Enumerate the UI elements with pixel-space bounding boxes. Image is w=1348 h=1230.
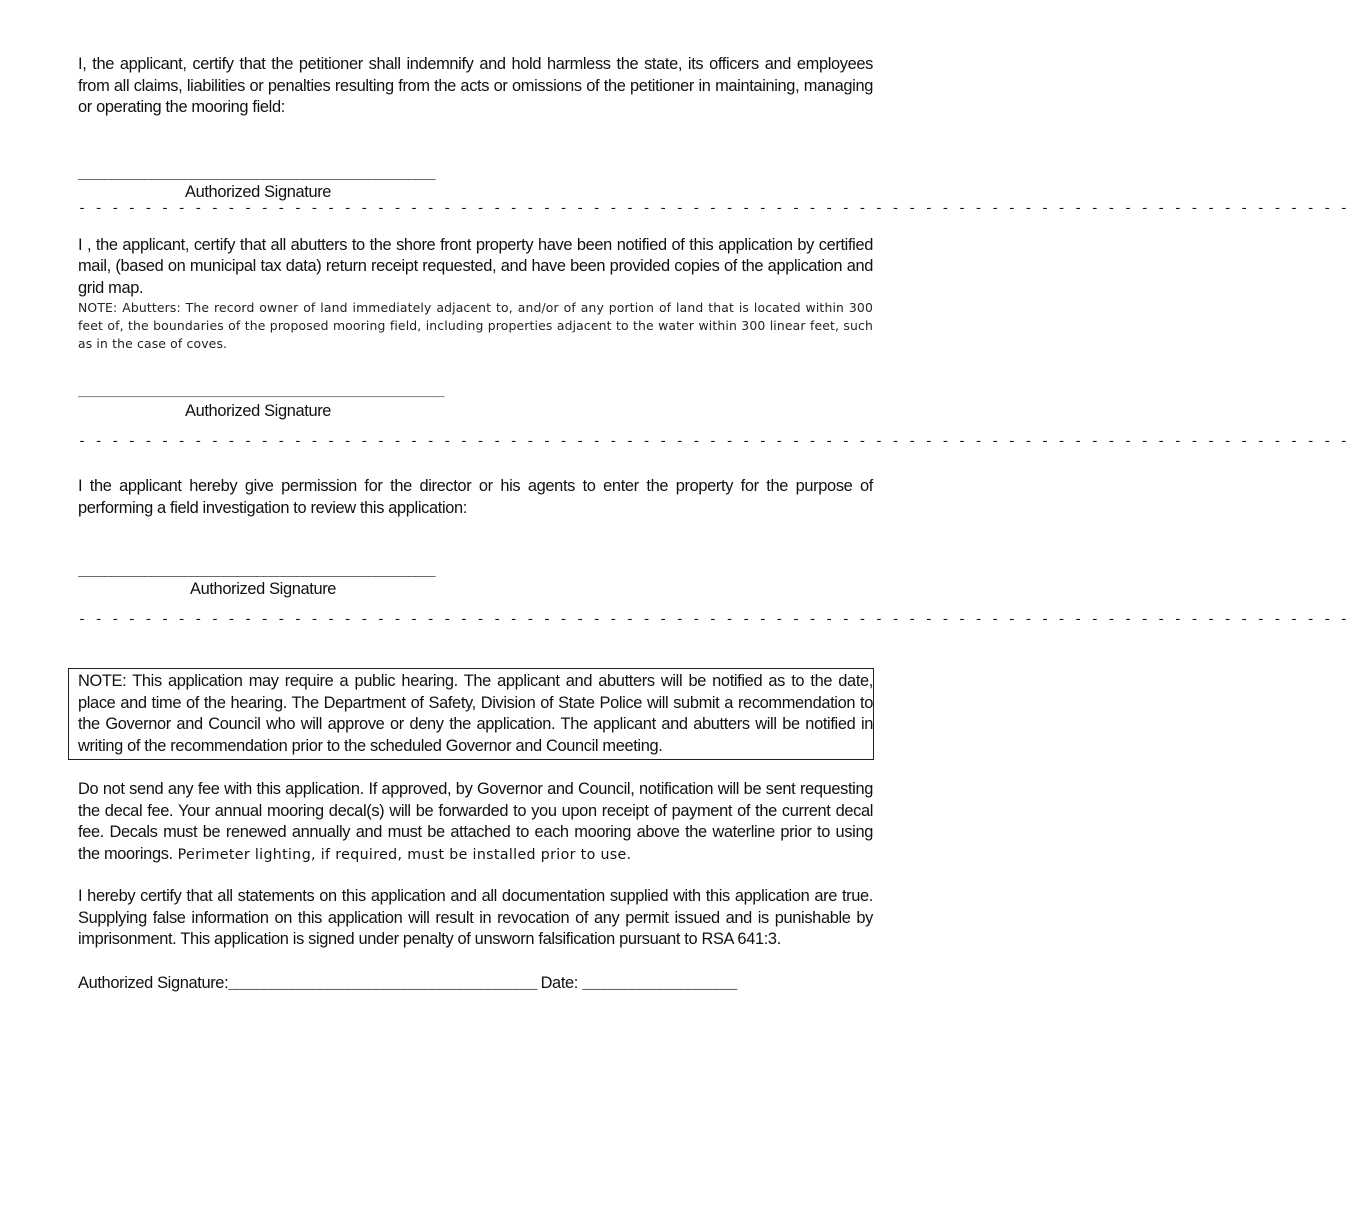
permission-signature-label: Authorized Signature bbox=[190, 580, 337, 598]
public-hearing-note: NOTE: This application may require a public hearing. The applicant and abutters will be notified as to the date, place and time of the hearing. The Department of Safety, Division of State Police will submit a recommendation to the Governor and Council who will approve or deny the application. The applicant and abutters will be notified in writing of the recommendation prior to the scheduled Governor and Council meeting. bbox=[78, 672, 873, 755]
final-signature-line[interactable]: ____________________________________________ bbox=[228, 977, 537, 993]
permission-signature-line[interactable]: ______________________________________________________ bbox=[78, 564, 435, 579]
dash-separator-1: - - - - - - - - - - - - - - - - - - - - - - - - - - - - - - - - - - - - - - - - - - - - - - - - - - - - - - - - - - - - - - - - - - - - - - - - - - - - - bbox=[78, 201, 1348, 217]
final-signature-label: Authorized Signature: bbox=[78, 973, 229, 992]
dash-separator-2: - - - - - - - - - - - - - - - - - - - - - - - - - - - - - - - - - - - - - - - - - - - - - - - - - - - - - - - - - - - - - - - - - - - - - - - - - - - - - bbox=[78, 435, 1348, 450]
date-line[interactable]: ______________________ bbox=[582, 977, 737, 993]
final-signature-row bbox=[78, 974, 873, 993]
indemnify-signature-label: Authorized Signature bbox=[185, 182, 332, 201]
fee-text: Do not send any fee with this application. If approved, by Governor and Council, notification will be sent requesting the decal fee. Your annual mooring decal(s) will be forwarded to you upon receipt of payment of the current decal fee. Decals must be renewed annually and must be attached to each mooring above the waterline prior to using the moorings. bbox=[78, 780, 873, 863]
fee-statement bbox=[78, 779, 873, 866]
date-label: Date: bbox=[536, 973, 583, 992]
abutters-signature-label: Authorized Signature bbox=[185, 402, 332, 420]
indemnify-signature-line[interactable]: ______________________________________________________ bbox=[78, 166, 435, 182]
indemnify-statement: I, the applicant, certify that the petitioner shall indemnify and hold harmless the state, its officers and employees from all claims, liabilities or penalties resulting from the acts or omissions of the petitioner in maintaining, managing or operating the mooring field: bbox=[78, 55, 873, 116]
abutters-note: NOTE: Abutters: The record owner of land immediately adjacent to, and/or of any portion of land that is located within 300 feet of, the boundaries of the proposed mooring field, including properties adjacent to the water within 300 linear feet, such as in the case of coves. bbox=[78, 300, 873, 351]
application-page bbox=[78, 54, 1348, 993]
abutters-statement: I , the applicant, certify that all abutters to the shore front property have been notified of this application by certified mail, (based on municipal tax data) return receipt requested, and have been provided copies of the application and grid map. bbox=[78, 235, 873, 297]
certification-statement: I hereby certify that all statements on this application and all documentation supplied with this application are true. Supplying false information on this application will result in revocation of any permit issued and is punishable by imprisonment. This application is signed under penalty of unsworn falsification pursuant to RSA 641:3. bbox=[78, 887, 873, 948]
perimeter-lighting-text: Perimeter lighting, if required, must be installed prior to use. bbox=[172, 846, 632, 863]
public-hearing-note-box bbox=[68, 668, 874, 760]
dash-separator-3: - - - - - - - - - - - - - - - - - - - - - - - - - - - - - - - - - - - - - - - - - - - - - - - - - - - - - - - - - - - - - - - - - - - - - - - - - - - - - bbox=[78, 613, 1348, 628]
permission-statement: I the applicant hereby give permission for the director or his agents to enter the property for the purpose of performing a field investigation to review this application: bbox=[78, 477, 873, 517]
abutters-signature-line[interactable]: _____________________________________________________________ bbox=[78, 388, 445, 400]
